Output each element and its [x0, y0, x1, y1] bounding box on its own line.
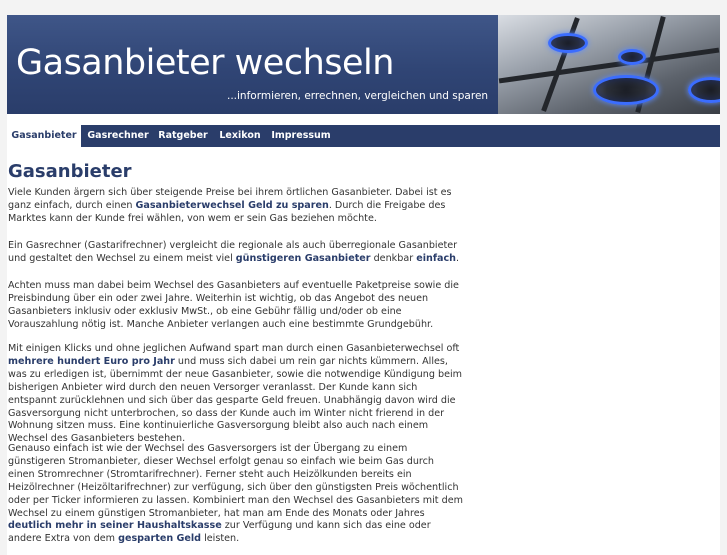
paragraph-2: [8, 240, 463, 266]
page-heading: Gasanbieter: [8, 161, 132, 182]
emphasis-text: gesparten Geld: [118, 533, 202, 545]
nav-item-gasanbieter[interactable]: Gasanbieter: [7, 125, 81, 147]
site-tagline: ...informieren, errechnen, vergleichen und sparen: [227, 90, 489, 102]
paragraph-3: [8, 280, 463, 332]
site-header: [7, 15, 720, 114]
main-navigation: [7, 125, 720, 147]
emphasis-text: Gasanbieterwechsel Geld zu sparen: [135, 199, 329, 211]
emphasis-text: deutlich mehr in seiner Haushaltskasse: [8, 520, 222, 532]
emphasis-text: mehrere hundert Euro pro Jahr: [8, 355, 175, 367]
body-text: leisten.: [201, 533, 240, 545]
paragraph-5: [8, 443, 463, 546]
nav-item-lexikon[interactable]: Lexikon: [219, 130, 261, 141]
body-text: .: [455, 252, 460, 264]
body-text: zur Verfügung und kann sich das eine oder andere Extra von dem: [8, 520, 431, 545]
nav-item-impressum[interactable]: Impressum: [271, 130, 331, 141]
gas-stove-image: [498, 15, 720, 114]
body-text: Ein Gasrechner (Gastarifrechner) vergleicht die regionale als auch überregionale Gasanbieter und gestaltet den Wechsel zu einem meist viel: [8, 240, 458, 264]
emphasis-text: günstigeren Gasanbieter: [235, 252, 371, 264]
body-text: und muss sich dabei um rein gar nichts kümmern. Alles, was zu erledigen ist, übernimmt der neue Gasanbieter, sowie die notwendige Kündigung beim bisherigen Anbieter wird durch den neuen Versorger veranlasst. Der Kunde kann sich entspannt zurücklehnen und sich über das gesparte Geld freuen. Unabhängig davon wird die Gasversorgung nicht unterbrochen, so dass der Kunde auch im Winter nicht frierend in der Wohnung sitzen muss. Eine kontinuierliche Gasversorgung bleibt also auch nach einem Wechsel des Gasanbieters bestehen.: [8, 355, 462, 445]
paragraph-1: [8, 187, 463, 226]
body-text: Genauso einfach ist wie der Wechsel des Gasversorgers ist der Übergang zu einem günstigeren Stromanbieter, dieser Wechsel erfolgt genau so einfach wie beim Gas durch einen Stromrechner (Stromtarifrechner). Ferner steht auch Heizölkunden bereits ein Heizölrechner (Heizöltarifrechner) zur verfügung, sich über den günstigsten Preis wöchentlich oder per Ticker informieren zu lassen. Kombiniert man den Wechsel des Gasanbieters mit dem Wechsel zu einem günstigen Stromanbieter, hat man am Ende des Monats oder Jahres: [8, 443, 463, 519]
body-text: denkbar: [370, 252, 417, 264]
emphasis-text: einfach: [416, 252, 456, 264]
paragraph-4: [8, 343, 463, 446]
body-text: . Durch die Freigabe des Marktes kann der Kunde frei wählen, von wem er sein Gas beziehen möchte.: [8, 199, 446, 224]
body-text: Achten muss man dabei beim Wechsel des Gasanbieters auf eventuelle Paketpreise sowie die Preisbindung über ein oder zwei Jahre. Weiterhin ist wichtig, ob das Angebot des neuen Gasanbieters inklusiv oder exklusiv MwSt., ob eine Gebühr fällig und/oder ob eine Vorauszahlung nötig ist. Manche Anbieter verlangen auch eine bestimmte Grundgebühr.: [8, 280, 459, 330]
body-text: Viele Kunden ärgern sich über steigende Preise bei ihrem örtlichen Gasanbieter. Dabei ist es ganz einfach, durch einen: [8, 187, 452, 211]
site-title: Gasanbieter wechseln: [16, 43, 394, 83]
nav-item-ratgeber[interactable]: Ratgeber: [158, 130, 208, 141]
body-text: Mit einigen Klicks und ohne jeglichen Aufwand spart man durch einen Gasanbieterwechsel oft: [8, 343, 460, 354]
page-container: [7, 15, 720, 555]
nav-item-gasrechner[interactable]: Gasrechner: [87, 130, 149, 141]
